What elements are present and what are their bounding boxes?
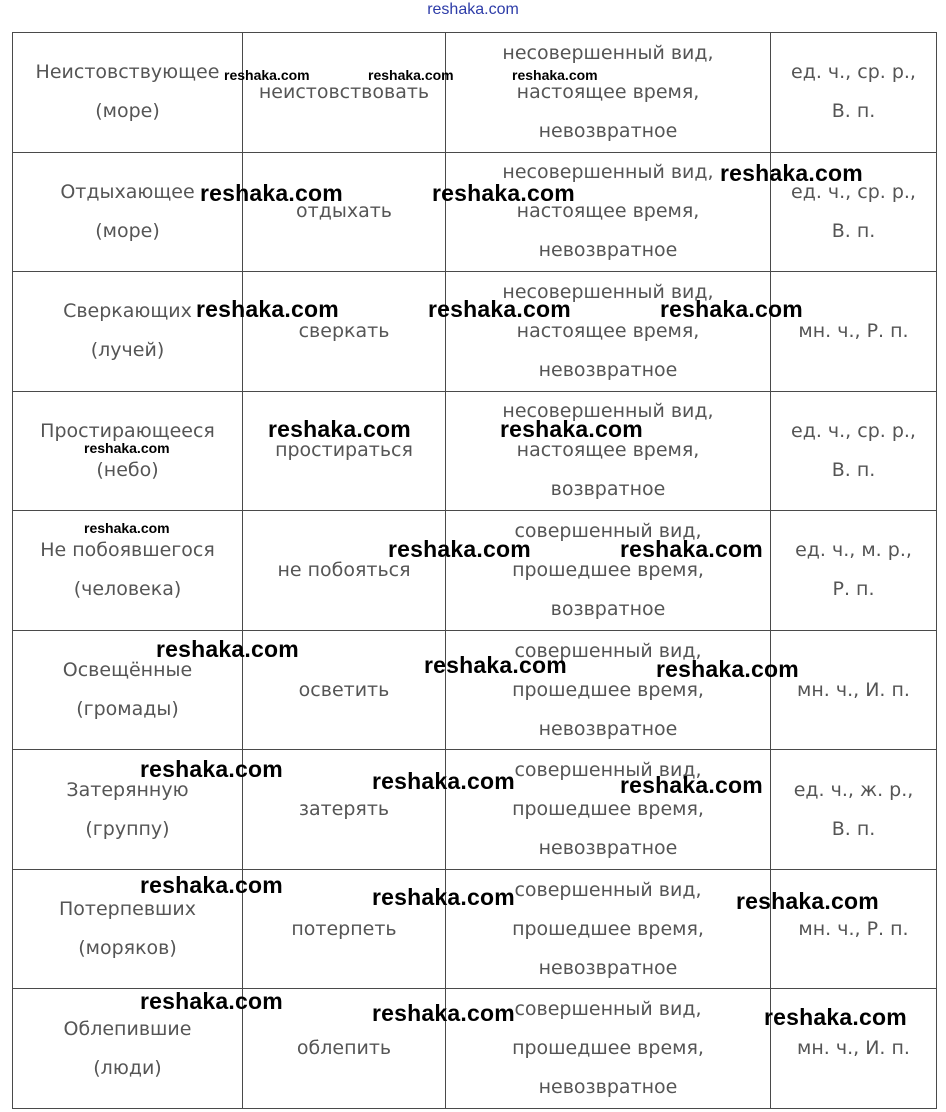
features-cell <box>446 989 771 1109</box>
watermark-text: reshaka.com <box>736 888 879 914</box>
watermark-text: reshaka.com <box>432 180 575 206</box>
infinitive-cell <box>243 989 446 1109</box>
form-cell <box>771 750 937 870</box>
form-cell <box>771 33 937 153</box>
participle-noun: (небо) <box>96 458 159 481</box>
form-number-gender: ед. ч., ср. р., <box>791 419 916 442</box>
form-cell <box>771 630 937 750</box>
watermark-text: reshaka.com <box>200 180 343 206</box>
reflexive-text: невозвратное <box>538 956 678 979</box>
watermark-text: reshaka.com <box>84 440 170 456</box>
watermark-text: reshaka.com <box>372 884 515 910</box>
form-cell <box>771 152 937 272</box>
form-number-gender: мн. ч., Р. п. <box>798 319 909 342</box>
participle-noun: (моряков) <box>78 937 177 960</box>
participle-cell <box>13 989 243 1109</box>
form-number-gender: ед. ч., ср. р., <box>791 61 916 84</box>
tense-text: прошедшее время, <box>512 1037 704 1060</box>
reflexive-text: невозвратное <box>538 119 678 142</box>
features-cell <box>446 869 771 989</box>
reflexive-text: возвратное <box>550 478 666 501</box>
infinitive-verb: потерпеть <box>291 917 397 940</box>
participle-cell <box>13 750 243 870</box>
form-case: В. п. <box>831 458 876 481</box>
participle-word: Неистовствующее <box>35 61 220 84</box>
features-cell <box>446 272 771 392</box>
tense-text: прошедшее время, <box>512 678 704 701</box>
infinitive-verb: не побояться <box>277 558 411 581</box>
form-number-gender: ед. ч., ср. р., <box>791 180 916 203</box>
participle-word: Отдыхающее <box>60 180 195 203</box>
watermark-text: reshaka.com <box>140 756 283 782</box>
table-row <box>13 989 937 1109</box>
form-case: В. п. <box>831 219 876 242</box>
aspect-text: совершенный вид, <box>514 519 702 542</box>
participle-word: Облепившие <box>63 1017 192 1040</box>
reflexive-text: невозвратное <box>538 358 678 381</box>
table-body <box>13 33 937 1109</box>
participle-word: Не побоявшегося <box>40 539 215 562</box>
reflexive-text: возвратное <box>550 597 666 620</box>
participle-word: Освещённые <box>62 659 193 681</box>
features-cell <box>446 152 771 272</box>
reflexive-text: невозвратное <box>538 1076 678 1099</box>
participle-word: Затерянную <box>66 778 189 801</box>
watermark-text: reshaka.com <box>224 67 310 83</box>
participle-cell <box>13 869 243 989</box>
participle-cell <box>13 152 243 272</box>
watermark-text: reshaka.com <box>140 988 283 1014</box>
participle-cell <box>13 511 243 631</box>
watermark-text: reshaka.com <box>84 520 170 536</box>
watermark-text: reshaka.com <box>500 416 643 442</box>
table-row <box>13 272 937 392</box>
features-cell <box>446 33 771 153</box>
watermark-text: reshaka.com <box>372 768 515 794</box>
infinitive-cell <box>243 869 446 989</box>
form-cell <box>771 272 937 392</box>
infinitive-verb: затерять <box>298 798 390 821</box>
watermark-text: reshaka.com <box>424 652 567 678</box>
infinitive-verb: осветить <box>298 678 390 701</box>
reflexive-text: невозвратное <box>538 717 678 740</box>
form-cell <box>771 511 937 631</box>
table-row <box>13 630 937 750</box>
aspect-text: совершенный вид, <box>514 759 702 782</box>
participle-word: Сверкающих <box>63 300 192 323</box>
form-number-gender: мн. ч., И. п. <box>797 678 910 701</box>
form-number-gender: мн. ч., Р. п. <box>798 917 909 940</box>
participle-noun: (люди) <box>93 1056 162 1079</box>
infinitive-cell <box>243 272 446 392</box>
watermark-text: reshaka.com <box>372 1000 515 1026</box>
infinitive-cell <box>243 391 446 511</box>
watermark-text: reshaka.com <box>196 296 339 322</box>
reflexive-text: невозвратное <box>538 239 678 262</box>
aspect-text: совершенный вид, <box>514 998 702 1021</box>
participle-noun: (море) <box>95 100 160 123</box>
form-cell <box>771 989 937 1109</box>
reflexive-text: невозвратное <box>538 837 678 860</box>
form-cell <box>771 391 937 511</box>
tense-text: настоящее время, <box>516 200 700 223</box>
infinitive-cell <box>243 511 446 631</box>
site-link[interactable]: reshaka.com <box>427 1 519 18</box>
features-cell <box>446 391 771 511</box>
participle-analysis-table <box>12 32 937 1109</box>
infinitive-cell <box>243 630 446 750</box>
table-row <box>13 750 937 870</box>
form-cell <box>771 869 937 989</box>
table-row <box>13 391 937 511</box>
watermark-text: reshaka.com <box>620 536 763 562</box>
infinitive-verb: отдыхать <box>296 200 392 223</box>
infinitive-verb: неистовствовать <box>258 80 430 103</box>
aspect-text: несовершенный вид, <box>502 161 714 184</box>
watermark-text: reshaka.com <box>720 160 863 186</box>
watermark-text: reshaka.com <box>764 1004 907 1030</box>
tense-text: прошедшее время, <box>512 558 704 581</box>
watermark-text: reshaka.com <box>656 656 799 682</box>
form-number-gender: мн. ч., И. п. <box>797 1037 910 1060</box>
participle-cell <box>13 272 243 392</box>
participle-cell <box>13 391 243 511</box>
features-cell <box>446 511 771 631</box>
tense-text: настоящее время, <box>516 319 700 342</box>
watermark-text: reshaka.com <box>268 416 411 442</box>
aspect-text: несовершенный вид, <box>502 41 714 64</box>
form-case: Р. п. <box>832 578 875 601</box>
tense-text: прошедшее время, <box>512 917 704 940</box>
watermark-text: reshaka.com <box>512 67 598 83</box>
participle-noun: (человека) <box>73 578 182 601</box>
tense-text: настоящее время, <box>516 80 700 103</box>
aspect-text: несовершенный вид, <box>502 400 714 423</box>
infinitive-verb: простираться <box>275 439 413 462</box>
participle-noun: (море) <box>95 219 160 242</box>
infinitive-cell <box>243 152 446 272</box>
features-cell <box>446 750 771 870</box>
infinitive-verb: сверкать <box>298 319 390 342</box>
infinitive-cell <box>243 33 446 153</box>
form-case: В. п. <box>831 100 876 123</box>
participle-cell <box>13 33 243 153</box>
participle-word: Потерпевших <box>58 898 197 921</box>
table-row <box>13 869 937 989</box>
table-row <box>13 33 937 153</box>
watermark-text: reshaka.com <box>428 296 571 322</box>
aspect-text: совершенный вид, <box>514 878 702 901</box>
watermark-text: reshaka.com <box>140 872 283 898</box>
watermark-text: reshaka.com <box>368 67 454 83</box>
watermark-text: reshaka.com <box>660 296 803 322</box>
form-number-gender: ед. ч., м. р., <box>795 539 912 562</box>
tense-text: настоящее время, <box>516 439 700 462</box>
participle-noun: (группу) <box>85 817 170 840</box>
participle-cell <box>13 630 243 750</box>
aspect-text: совершенный вид, <box>514 639 702 662</box>
tense-text: прошедшее время, <box>512 798 704 821</box>
participle-noun: (лучей) <box>90 339 165 362</box>
watermark-text: reshaka.com <box>620 772 763 798</box>
participle-noun: (громады) <box>76 698 179 720</box>
watermark-text: reshaka.com <box>156 636 299 662</box>
form-number-gender: ед. ч., ж. р., <box>793 778 914 801</box>
aspect-text: несовершенный вид, <box>502 280 714 303</box>
table-row <box>13 152 937 272</box>
table-row <box>13 511 937 631</box>
infinitive-verb: облепить <box>296 1037 392 1060</box>
infinitive-cell <box>243 750 446 870</box>
features-cell <box>446 630 771 750</box>
watermark-text: reshaka.com <box>388 536 531 562</box>
form-case: В. п. <box>831 817 876 840</box>
participle-word: Простирающееся <box>40 419 215 442</box>
